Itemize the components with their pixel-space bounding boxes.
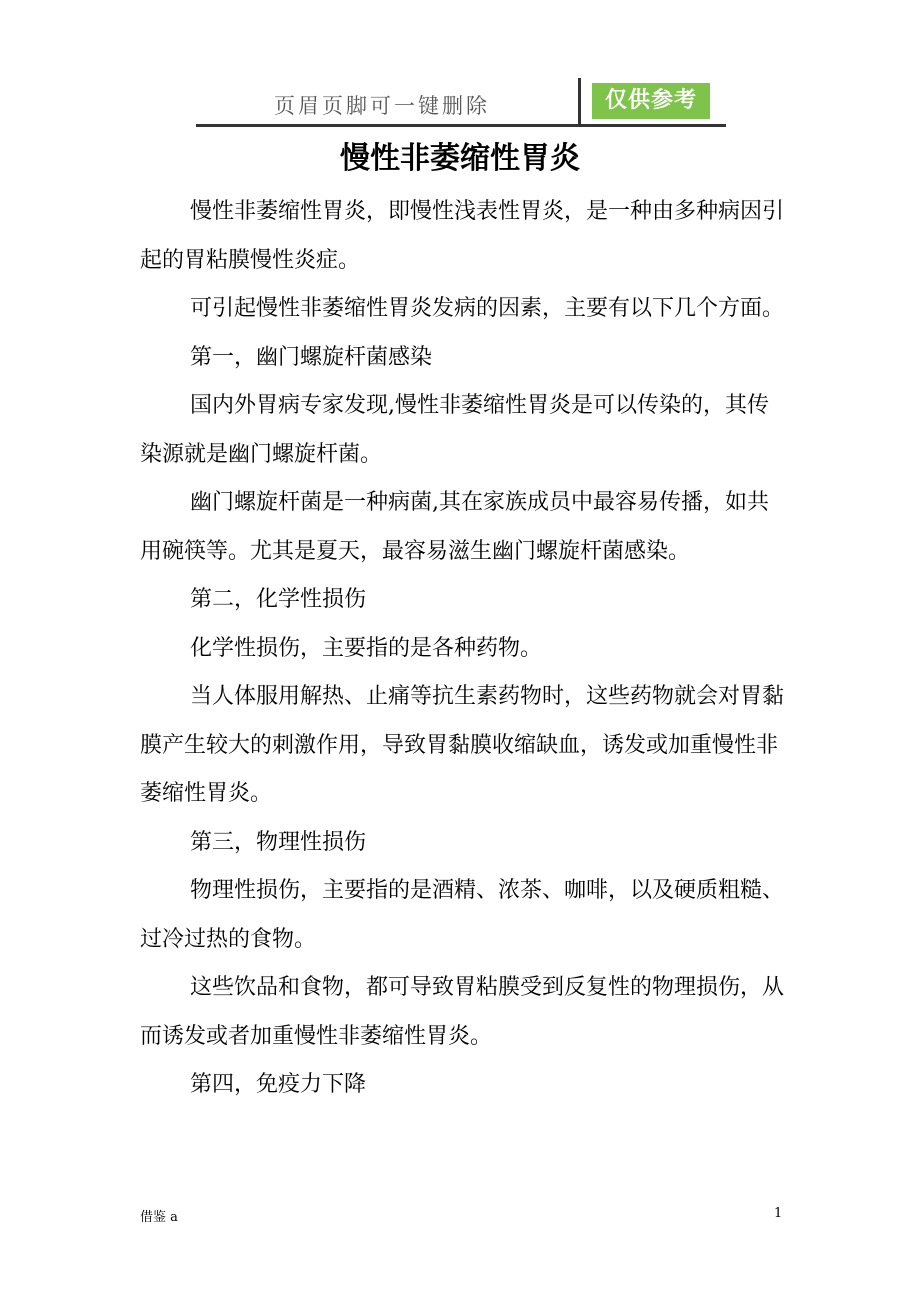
document-title: 慢性非萎缩性胃炎: [340, 141, 580, 176]
paragraph: 当人体服用解热、止痛等抗生素药物时，这些药物就会对胃黏膜产生较大的刺激作用，导致胃黏膜收缩缺血，诱发或加重慢性非萎缩性胃炎。: [140, 684, 785, 806]
header-divider: [578, 78, 581, 124]
section-heading: 第三，物理性损伤: [190, 829, 367, 855]
section-heading: 第二，化学性损伤: [190, 587, 367, 612]
section-heading: 第一，幽门螺旋杆菌感染: [190, 344, 433, 370]
header-note: 页眉页脚可一键删除: [274, 94, 490, 118]
paragraph: 可引起慢性非萎缩性胃炎发病的因素，主要有以下几个方面。: [190, 296, 785, 321]
document-body: [140, 188, 785, 1110]
reference-only-badge: 仅供参考: [592, 83, 710, 119]
footer-label: 借鉴 a: [140, 1210, 178, 1225]
paragraph: 慢性非萎缩性胃炎，即慢性浅表性胃炎，是一种由多种病因引起的胃粘膜慢性炎症。: [140, 199, 785, 273]
paragraph: 幽门螺旋杆菌是一种病菌,其在家族成员中最容易传播，如共用碗筷等。尤其是夏天，最容易滋生幽门螺旋杆菌感染。: [140, 490, 769, 564]
paragraph: 物理性损伤，主要指的是酒精、浓茶、咖啡，以及硬质粗糙、过冷过热的食物。: [140, 878, 785, 952]
paragraph: 化学性损伤，主要指的是各种药物。: [190, 635, 543, 661]
paragraph: 这些饮品和食物，都可导致胃粘膜受到反复性的物理损伤，从而诱发或者加重慢性非萎缩性胃炎。: [140, 975, 785, 1049]
header-banner: [196, 76, 726, 128]
page-number: 1: [774, 1206, 783, 1221]
paragraph: 国内外胃病专家发现,慢性非萎缩性胃炎是可以传染的，其传染源就是幽门螺旋杆菌。: [140, 393, 769, 467]
header-rule: [196, 124, 726, 127]
section-heading: 第四，免疫力下降: [190, 1072, 367, 1097]
